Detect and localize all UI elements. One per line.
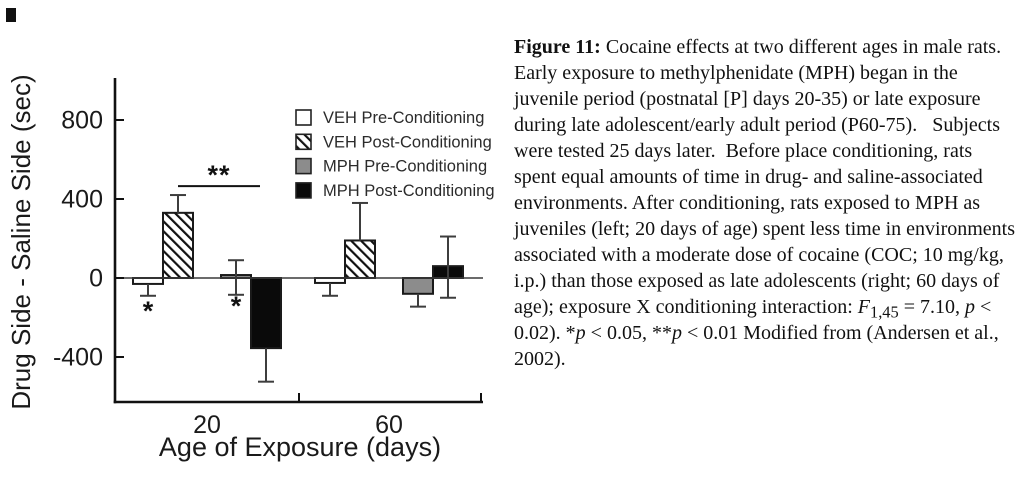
legend-label: VEH Pre-Conditioning [323, 109, 485, 127]
legend-swatch-gray [296, 159, 311, 174]
y-tick-label: 400 [61, 185, 103, 214]
caption-segment-italic: F [857, 296, 871, 318]
caption-segment-normal: Cocaine effects at two different ages in male rats. Early exposure to methylphenidate (MPH) began in the juvenile period (postnatal [P] days 20-35) or late exposure during late adolescent/early adult period (P60-75). Subjects were tested 25 days later. Before place conditioning, rats spent equal amounts of time in drug- and saline-associated environments. After conditioning, rats exposed to MPH as juveniles (left; 20 days of age) spent less time in environments associated with a moderate dose of cocaine (COC; 10 mg/kg, i.p.) than those exposed as late adolescents (right; 60 days of age); exposure X conditioning interaction: [514, 36, 1020, 318]
legend-swatch-black [296, 183, 311, 198]
y-tick-label: -400 [52, 343, 103, 372]
significance-bracket-label: ** [207, 160, 231, 191]
legend-swatch-white [296, 110, 311, 125]
bar-hatch-group-60 [345, 240, 375, 278]
x-axis-title: Age of Exposure (days) [158, 432, 442, 462]
bar-chart [0, 0, 510, 478]
bar-black-group-20 [251, 278, 281, 348]
y-tick-label: 0 [89, 264, 103, 293]
legend-label: VEH Post-Conditioning [323, 133, 492, 152]
caption-segment-italic: p [575, 322, 586, 344]
legend-swatch-hatch [296, 134, 311, 149]
bar-hatch-group-20 [163, 213, 193, 278]
legend-label: MPH Pre-Conditioning [323, 157, 488, 176]
legend-label: MPH Post-Conditioning [323, 181, 495, 200]
bar-white-group-20 [133, 278, 163, 284]
caption-segment-normal: < 0.05, ** [585, 322, 672, 344]
significance-star: * [142, 296, 154, 327]
caption-segment-normal: < 0.01 Modified from (Andersen et al., 2002). [514, 322, 1004, 370]
figure-caption [514, 34, 1018, 372]
caption-segment-sub: 1,45 [870, 302, 899, 322]
caption-segment-italic: p [671, 322, 682, 344]
significance-star: * [230, 291, 242, 322]
caption-segment-normal: = 7.10, [898, 296, 965, 318]
y-tick-label: 800 [61, 106, 103, 135]
bar-gray-group-60 [403, 278, 433, 294]
x-tick-label: 60 [375, 411, 403, 439]
caption-segment-normal: < 0.02). * [514, 296, 997, 344]
x-tick-label: 20 [193, 411, 221, 439]
caption-segment-bold: Figure 11: [514, 36, 601, 58]
y-axis-title: Drug Side - Saline Side (sec) [6, 74, 36, 410]
caption-segment-italic: p [964, 296, 975, 318]
